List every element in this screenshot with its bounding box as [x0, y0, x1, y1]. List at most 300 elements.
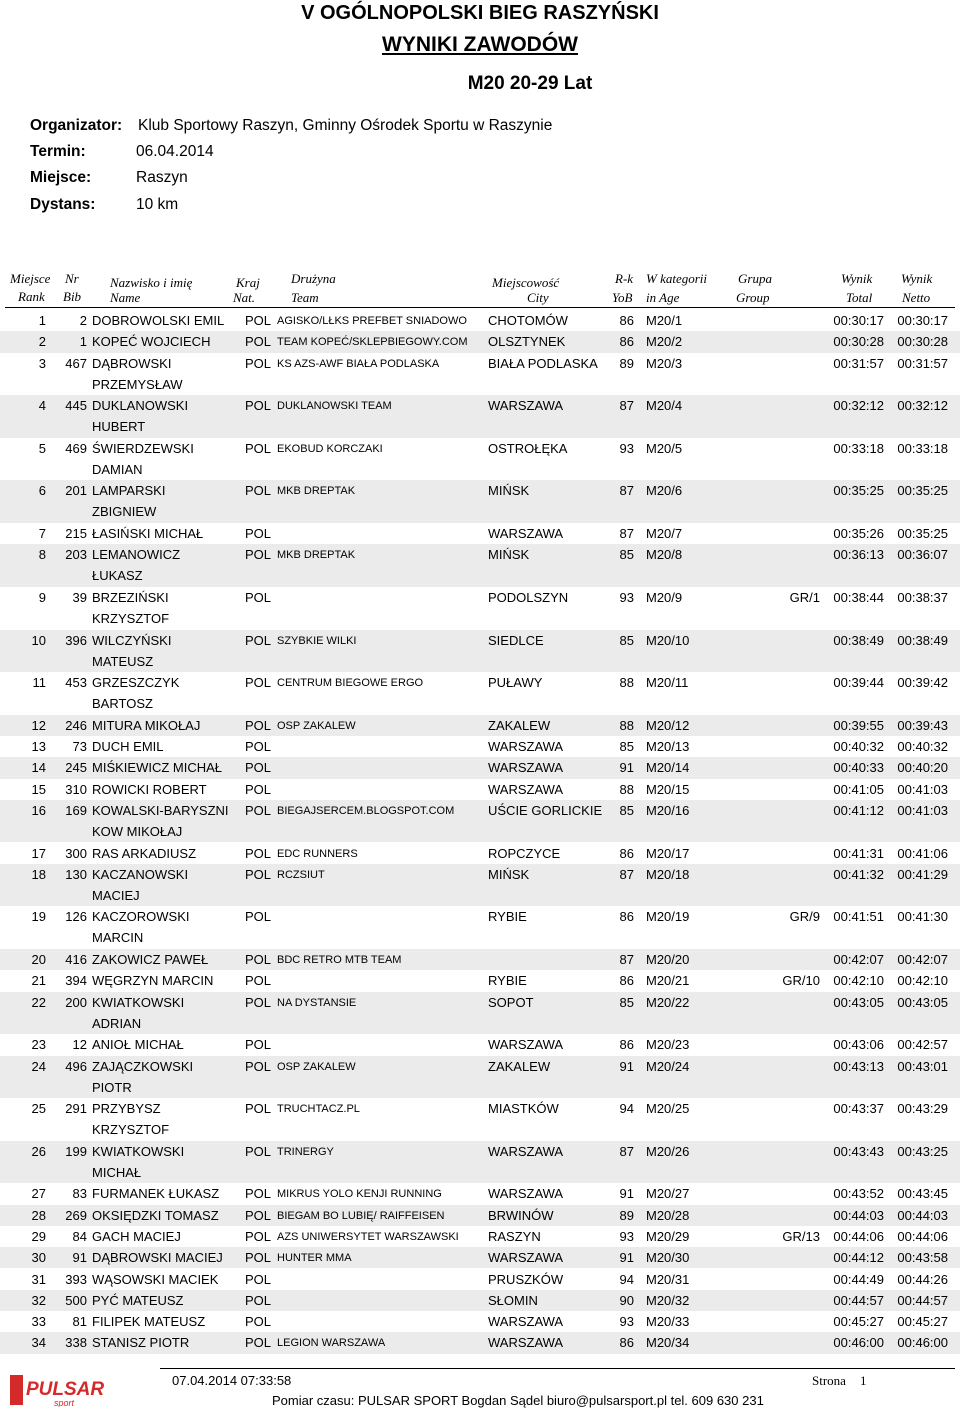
city-cell: WARSZAWA: [488, 1186, 564, 1202]
city-cell: BIAŁA PODLASKA: [488, 355, 598, 371]
city-cell: CHOTOMÓW: [488, 313, 568, 328]
table-row: [0, 1034, 960, 1055]
city-cell: RYBIE: [488, 909, 527, 925]
table-row: [0, 715, 960, 736]
bib-cell: 453: [65, 675, 87, 691]
category-title: M20 20-29 Lat: [467, 73, 593, 94]
yob-cell: 86: [619, 845, 634, 861]
rank-cell: 23: [31, 1037, 46, 1053]
yob-cell: 85: [619, 632, 634, 648]
table-row: [0, 1290, 960, 1311]
city-cell: WARSZAWA: [488, 739, 564, 754]
yob-cell: 85: [619, 802, 634, 818]
netto-time-cell: 00:30:28: [897, 334, 948, 350]
bib-cell: 300: [65, 845, 87, 861]
nat-cell: POL: [245, 1250, 272, 1266]
total-time-cell: 00:46:00: [833, 1335, 884, 1351]
yob-cell: 93: [619, 589, 634, 605]
team-cell: MKB DREPTAK: [277, 549, 356, 562]
total-time-cell: 00:41:31: [833, 845, 884, 861]
nat-cell: POL: [245, 1186, 272, 1202]
bib-cell: 1: [79, 334, 87, 350]
col-bib-header-en: Bib: [63, 289, 82, 304]
city-cell: PODOLSZYN: [488, 589, 569, 605]
netto-time-cell: 00:43:45: [897, 1186, 948, 1202]
yob-cell: 88: [619, 675, 634, 691]
bib-cell: 396: [65, 632, 87, 648]
category-cell: M20/17: [646, 845, 690, 861]
rank-cell: 2: [38, 334, 46, 350]
col-yob-header-en: YoB: [612, 290, 633, 305]
col-netto-header: Wynik: [901, 271, 933, 286]
total-time-cell: 00:41:12: [833, 802, 884, 818]
name-cell: ZAJĄCZKOWSKI: [92, 1058, 194, 1074]
category-cell: M20/4: [646, 398, 683, 414]
nat-cell: POL: [245, 1207, 272, 1223]
team-cell: EDC RUNNERS: [277, 847, 358, 860]
total-time-cell: 00:35:26: [833, 526, 884, 541]
name-cell: GACH MACIEJ: [92, 1228, 181, 1244]
yob-cell: 93: [619, 1314, 634, 1330]
category-cell: M20/28: [646, 1207, 690, 1223]
total-time-cell: 00:33:18: [833, 440, 884, 456]
name-cell: ROWICKI ROBERT: [92, 781, 207, 797]
bib-cell: 496: [65, 1058, 87, 1074]
yob-cell: 94: [619, 1271, 634, 1287]
nat-cell: POL: [245, 355, 272, 371]
category-cell: M20/7: [646, 526, 683, 541]
netto-time-cell: 00:42:57: [897, 1037, 948, 1053]
bib-cell: 416: [65, 952, 87, 967]
netto-time-cell: 00:43:58: [897, 1250, 948, 1266]
total-time-cell: 00:35:25: [833, 483, 884, 499]
city-cell: WARSZAWA: [488, 781, 564, 797]
category-cell: M20/5: [646, 440, 683, 456]
team-cell: MIKRUS YOLO KENJI RUNNING: [277, 1188, 442, 1201]
table-row: [0, 992, 960, 1035]
netto-time-cell: 00:33:18: [897, 440, 948, 456]
netto-time-cell: 00:45:27: [897, 1314, 948, 1330]
rank-cell: 32: [31, 1292, 46, 1308]
nat-cell: POL: [245, 398, 272, 414]
netto-time-cell: 00:42:10: [897, 973, 948, 989]
netto-time-cell: 00:38:37: [897, 589, 948, 605]
yob-cell: 93: [619, 1228, 634, 1244]
category-cell: M20/11: [646, 675, 689, 691]
team-cell: DUKLANOWSKI TEAM: [277, 400, 392, 413]
bib-cell: 83: [72, 1186, 87, 1202]
team-cell: AZS UNIWERSYTET WARSZAWSKI: [277, 1230, 459, 1243]
nat-cell: POL: [245, 1228, 272, 1244]
col-cat-header: W kategorii: [646, 271, 708, 286]
category-cell: M20/8: [646, 547, 683, 563]
category-cell: M20/27: [646, 1186, 690, 1202]
category-cell: M20/3: [646, 355, 683, 371]
table-row: [0, 800, 960, 843]
name-cont-cell: KRZYSZTOF: [92, 1122, 170, 1138]
table-row: [0, 310, 960, 331]
table-row: [0, 523, 960, 544]
city-cell: MIASTKÓW: [488, 1101, 559, 1117]
logo-text: PULSAR: [26, 1379, 105, 1400]
organizer-label: Organizator:: [30, 117, 123, 134]
category-cell: M20/26: [646, 1143, 690, 1159]
bib-cell: 467: [65, 355, 87, 371]
rank-cell: 11: [32, 675, 46, 691]
name-cell: LEMANOWICZ: [92, 547, 181, 563]
name-cell: DĄBROWSKI: [92, 355, 172, 371]
city-cell: MIŃSK: [488, 547, 530, 563]
bib-cell: 169: [65, 802, 87, 818]
total-time-cell: 00:43:13: [833, 1058, 884, 1074]
netto-time-cell: 00:38:49: [897, 632, 948, 648]
category-cell: M20/30: [646, 1250, 690, 1266]
col-yob-header: R-k: [615, 271, 634, 286]
category-cell: M20/20: [646, 952, 690, 967]
nat-cell: POL: [245, 1101, 272, 1117]
rank-cell: 19: [31, 909, 46, 925]
category-cell: M20/9: [646, 589, 683, 605]
bib-cell: 269: [65, 1207, 87, 1223]
name-cont-cell: MATEUSZ: [92, 653, 154, 669]
table-row: [0, 1269, 960, 1290]
nat-cell: POL: [245, 1143, 272, 1159]
name-cell: ZAKOWICZ PAWEŁ: [92, 952, 209, 967]
name-cell: DOBROWOLSKI EMIL: [92, 313, 225, 328]
nat-cell: POL: [245, 313, 272, 328]
table-header: [0, 271, 960, 307]
netto-time-cell: 00:40:20: [897, 760, 948, 776]
category-cell: M20/12: [646, 717, 690, 733]
nat-cell: POL: [245, 781, 272, 797]
yob-cell: 87: [619, 952, 634, 967]
name-cont-cell: HUBERT: [92, 419, 146, 435]
total-time-cell: 00:40:33: [833, 760, 884, 776]
category-cell: M20/33: [646, 1314, 690, 1330]
category-cell: M20/19: [646, 909, 690, 925]
netto-time-cell: 00:46:00: [897, 1335, 948, 1351]
rank-cell: 21: [31, 973, 46, 989]
table-row: [0, 757, 960, 778]
name-cell: RAS ARKADIUSZ: [92, 845, 197, 861]
table-row: [0, 353, 960, 396]
name-cell: DĄBROWSKI MACIEJ: [92, 1250, 223, 1266]
footer-divider: [160, 1368, 955, 1369]
group-cell: GR/1: [789, 589, 820, 605]
total-time-cell: 00:38:44: [833, 589, 884, 605]
name-cell: WĘGRZYN MARCIN: [92, 973, 214, 989]
rank-cell: 27: [31, 1186, 46, 1202]
bib-cell: 215: [65, 526, 87, 541]
name-cell: KOPEĆ WOJCIECH: [92, 334, 211, 350]
name-cont-cell: KRZYSZTOF: [92, 610, 170, 626]
name-cell: LAMPARSKI: [92, 483, 166, 499]
city-cell: WARSZAWA: [488, 760, 564, 776]
team-cell: MKB DREPTAK: [277, 485, 356, 498]
yob-cell: 87: [619, 1143, 634, 1159]
total-time-cell: 00:31:57: [833, 355, 884, 371]
rank-cell: 31: [31, 1271, 46, 1287]
team-cell: TEAM KOPEĆ/SKLEPBIEGOWY.COM: [277, 336, 468, 349]
netto-time-cell: 00:35:25: [897, 526, 948, 541]
yob-cell: 91: [619, 1186, 634, 1202]
table-row: [0, 843, 960, 864]
bib-cell: 126: [65, 909, 87, 925]
yob-cell: 88: [619, 717, 634, 733]
yob-cell: 94: [619, 1101, 634, 1117]
city-cell: OLSZTYNEK: [488, 334, 566, 350]
name-cont-cell: ŁUKASZ: [92, 568, 143, 584]
col-city-header: Miejscowość: [492, 275, 560, 290]
name-cell: DUKLANOWSKI: [92, 398, 189, 414]
name-cont-cell: PRZEMYSŁAW: [92, 376, 183, 392]
netto-time-cell: 00:40:32: [897, 739, 948, 754]
category-cell: M20/29: [646, 1228, 690, 1244]
nat-cell: POL: [245, 440, 272, 456]
rank-cell: 24: [31, 1058, 46, 1074]
table-row: [0, 331, 960, 352]
nat-cell: POL: [245, 1335, 272, 1351]
bib-cell: 2: [79, 313, 87, 328]
yob-cell: 87: [619, 398, 634, 414]
yob-cell: 88: [619, 781, 634, 797]
team-cell: OSP ZAKALEW: [277, 1060, 356, 1073]
table-row: [0, 864, 960, 907]
total-time-cell: 00:43:52: [833, 1186, 884, 1202]
rank-cell: 29: [31, 1228, 46, 1244]
nat-cell: POL: [245, 632, 272, 648]
col-nat-header: Kraj: [236, 275, 260, 290]
col-cat-header-en: in Age: [646, 290, 680, 305]
city-cell: WARSZAWA: [488, 1314, 564, 1330]
place-label: Miejsce:: [30, 169, 92, 186]
page-label: Strona: [812, 1373, 846, 1388]
table-row: [0, 1141, 960, 1184]
category-cell: M20/6: [646, 483, 683, 499]
total-time-cell: 00:38:49: [833, 632, 884, 648]
rank-cell: 14: [31, 760, 46, 776]
team-cell: BDC RETRO MTB TEAM: [277, 954, 402, 966]
nat-cell: POL: [245, 866, 272, 882]
results-title: WYNIKI ZAWODÓW: [382, 33, 578, 56]
total-time-cell: 00:42:07: [833, 952, 884, 967]
city-cell: RASZYN: [488, 1228, 541, 1244]
city-cell: ROPCZYCE: [488, 845, 561, 861]
netto-time-cell: 00:30:17: [897, 313, 948, 328]
name-cell: WILCZYŃSKI: [92, 632, 172, 648]
table-row: [0, 1056, 960, 1099]
netto-time-cell: 00:44:06: [897, 1228, 948, 1244]
netto-time-cell: 00:41:29: [897, 866, 948, 882]
yob-cell: 91: [619, 1058, 634, 1074]
team-cell: EKOBUD KORCZAKI: [277, 442, 383, 455]
total-time-cell: 00:40:32: [833, 739, 884, 754]
name-cell: WĄSOWSKI MACIEK: [92, 1271, 219, 1287]
table-row: [0, 1183, 960, 1204]
bib-cell: 394: [65, 973, 87, 989]
organizer-value: Klub Sportowy Raszyn, Gminny Ośrodek Sportu w Raszynie: [138, 117, 553, 134]
bib-cell: 81: [72, 1314, 87, 1330]
name-cont-cell: ZBIGNIEW: [92, 504, 157, 520]
team-cell: TRINERGY: [277, 1145, 334, 1158]
netto-time-cell: 00:44:57: [897, 1292, 948, 1308]
name-cell: DUCH EMIL: [92, 739, 164, 754]
category-cell: M20/2: [646, 334, 683, 350]
name-cell: PRZYBYSZ: [92, 1101, 161, 1117]
team-cell: NA DYSTANSIE: [277, 996, 357, 1009]
name-cell: OKSIĘDZKI TOMASZ: [92, 1207, 219, 1223]
name-cont-cell: MARCIN: [92, 930, 144, 946]
total-time-cell: 00:42:10: [833, 973, 884, 989]
table-row: [0, 970, 960, 991]
col-team-header: Drużyna: [291, 271, 336, 286]
nat-cell: POL: [245, 334, 272, 350]
name-cont-cell: MACIEJ: [92, 887, 140, 903]
header-divider: [5, 307, 955, 308]
city-cell: OSTROŁĘKA: [488, 440, 568, 456]
total-time-cell: 00:41:32: [833, 866, 884, 882]
nat-cell: POL: [245, 909, 272, 925]
col-nat-header-en: Nat.: [233, 290, 256, 305]
yob-cell: 93: [619, 440, 634, 456]
table-row: [0, 906, 960, 949]
nat-cell: POL: [245, 994, 272, 1010]
bib-cell: 338: [65, 1335, 87, 1351]
rank-cell: 5: [38, 440, 46, 456]
rank-cell: 6: [38, 483, 46, 499]
nat-cell: POL: [245, 802, 272, 818]
category-cell: M20/18: [646, 866, 690, 882]
nat-cell: POL: [245, 483, 272, 499]
bib-cell: 201: [65, 483, 87, 499]
city-cell: RYBIE: [488, 973, 527, 989]
table-row: [0, 438, 960, 481]
total-time-cell: 00:44:57: [833, 1292, 884, 1308]
name-cell: KWIATKOWSKI: [92, 1143, 185, 1159]
rank-cell: 15: [31, 781, 46, 797]
nat-cell: POL: [245, 1058, 272, 1074]
total-time-cell: 00:44:03: [833, 1207, 884, 1223]
yob-cell: 86: [619, 313, 634, 328]
rank-cell: 17: [31, 845, 46, 861]
distance-label: Dystans:: [30, 196, 96, 213]
yob-cell: 91: [619, 1250, 634, 1266]
nat-cell: POL: [245, 760, 272, 776]
group-cell: GR/10: [782, 973, 820, 989]
netto-time-cell: 00:42:07: [897, 952, 948, 967]
name-cont-cell: KOW MIKOŁAJ: [92, 823, 183, 839]
city-cell: WARSZAWA: [488, 398, 564, 414]
yob-cell: 86: [619, 1037, 634, 1053]
nat-cell: POL: [245, 845, 272, 861]
team-cell: KS AZS-AWF BIAŁA PODLASKA: [277, 357, 440, 370]
netto-time-cell: 00:31:57: [897, 355, 948, 371]
netto-time-cell: 00:32:12: [897, 398, 948, 414]
city-cell: WARSZAWA: [488, 526, 564, 541]
rank-cell: 13: [31, 739, 46, 754]
yob-cell: 86: [619, 909, 634, 925]
netto-time-cell: 00:43:05: [897, 994, 948, 1010]
yob-cell: 85: [619, 739, 634, 754]
team-cell: LEGION WARSZAWA: [277, 1337, 386, 1350]
event-title: V OGÓLNOPOLSKI BIEG RASZYŃSKI: [301, 2, 659, 24]
city-cell: SIEDLCE: [488, 632, 544, 648]
total-time-cell: 00:43:06: [833, 1037, 884, 1053]
rank-cell: 20: [31, 952, 46, 967]
distance-value: 10 km: [136, 196, 179, 213]
footer-timestamp: 07.04.2014 07:33:58: [172, 1373, 292, 1388]
yob-cell: 86: [619, 334, 634, 350]
city-cell: UŚCIE GORLICKIE: [488, 802, 603, 818]
netto-time-cell: 00:43:25: [897, 1143, 948, 1159]
team-cell: OSP ZAKALEW: [277, 719, 356, 732]
table-row: [0, 779, 960, 800]
bib-cell: 73: [72, 739, 87, 754]
rank-cell: 22: [31, 994, 46, 1010]
bib-cell: 12: [72, 1037, 87, 1053]
total-time-cell: 00:41:05: [833, 781, 884, 797]
bib-cell: 245: [65, 760, 87, 776]
team-cell: BIEGAJSERCEM.BLOGSPOT.COM: [277, 804, 455, 817]
netto-time-cell: 00:41:06: [897, 845, 948, 861]
category-cell: M20/34: [646, 1335, 690, 1351]
table-row: [0, 1098, 960, 1141]
rank-cell: 12: [31, 717, 46, 733]
bib-cell: 84: [72, 1228, 87, 1244]
total-time-cell: 00:45:27: [833, 1314, 884, 1330]
footer-credit: Pomiar czasu: PULSAR SPORT Bogdan Sądel biuro@pulsarsport.pl tel. 609 630 231: [272, 1393, 764, 1408]
table-row: [0, 395, 960, 438]
nat-cell: POL: [245, 739, 272, 754]
total-time-cell: 00:36:13: [833, 547, 884, 563]
table-row: [0, 1332, 960, 1353]
name-cell: BRZEZIŃSKI: [92, 589, 169, 605]
category-cell: M20/25: [646, 1101, 690, 1117]
netto-time-cell: 00:39:43: [897, 717, 948, 733]
name-cont-cell: PIOTR: [92, 1079, 132, 1095]
rank-cell: 28: [31, 1207, 46, 1223]
col-total-header: Wynik: [841, 271, 873, 286]
nat-cell: POL: [245, 1314, 272, 1330]
city-cell: MIŃSK: [488, 483, 530, 499]
netto-time-cell: 00:35:25: [897, 483, 948, 499]
table-row: [0, 1247, 960, 1268]
category-cell: M20/1: [646, 313, 683, 328]
name-cell: STANISZ PIOTR: [92, 1335, 190, 1351]
name-cell: ŁASIŃSKI MICHAŁ: [92, 526, 204, 541]
rank-cell: 4: [38, 398, 46, 414]
total-time-cell: 00:44:06: [833, 1228, 884, 1244]
category-cell: M20/24: [646, 1058, 690, 1074]
table-row: [0, 630, 960, 673]
col-name-header-en: Name: [110, 290, 141, 305]
city-cell: BRWINÓW: [488, 1207, 554, 1223]
city-cell: MIŃSK: [488, 866, 530, 882]
yob-cell: 87: [619, 483, 634, 499]
col-name-header: Nazwisko i imię: [110, 275, 193, 290]
total-time-cell: 00:39:55: [833, 717, 884, 733]
col-rank-header-en: Rank: [18, 289, 45, 304]
bib-cell: 200: [65, 994, 87, 1010]
name-cell: FURMANEK ŁUKASZ: [92, 1186, 220, 1202]
name-cont-cell: DAMIAN: [92, 461, 143, 477]
rank-cell: 33: [31, 1314, 46, 1330]
netto-time-cell: 00:43:01: [897, 1058, 948, 1074]
city-cell: SŁOMIN: [488, 1292, 538, 1308]
col-bib-header: Nr: [65, 271, 79, 286]
bib-cell: 199: [65, 1143, 87, 1159]
yob-cell: 85: [619, 547, 634, 563]
